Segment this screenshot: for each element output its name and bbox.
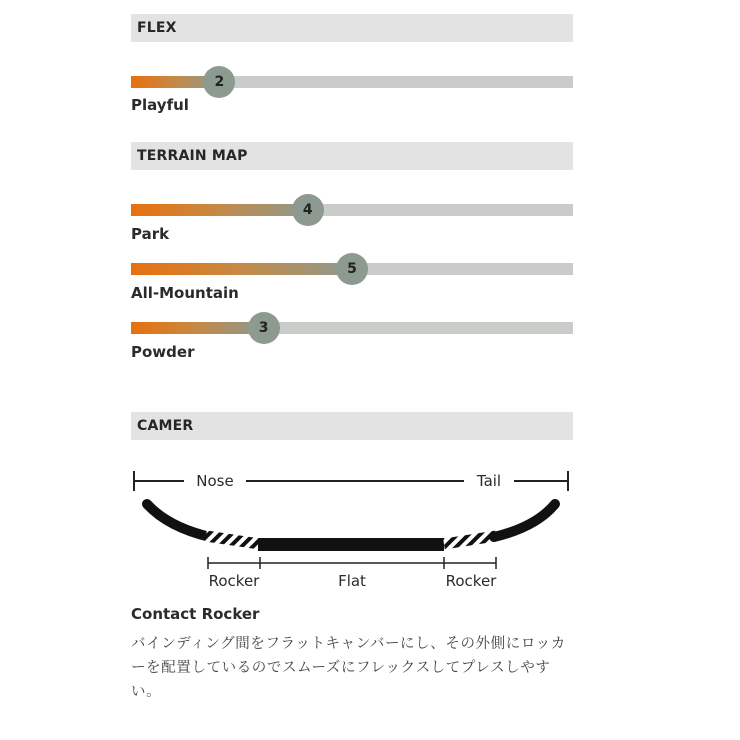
rocker-left-label: Rocker xyxy=(208,572,260,590)
terrain-header: TERRAIN MAP xyxy=(131,142,573,170)
terrain-slider-powder xyxy=(131,322,573,334)
nose-tip xyxy=(147,504,210,537)
camber-profile-diagram xyxy=(128,465,578,595)
terrain-slider-park-fill xyxy=(131,204,308,216)
zone-dimension-line xyxy=(208,557,496,569)
terrain-slider-all-mountain-knob: 5 xyxy=(336,253,368,285)
profile-description: バインディング間をフラットキャンバーにし、その外側にロッカーを配置しているのでスムーズにフレックスしてプレスしやすい。 xyxy=(131,636,566,700)
terrain-slider-powder-label: Powder xyxy=(131,343,195,361)
terrain-slider-powder-fill xyxy=(131,322,264,334)
flat-zone xyxy=(258,538,444,551)
tail-label: Tail xyxy=(476,472,502,490)
board-profile xyxy=(147,504,555,551)
rocker-right-zone xyxy=(444,536,496,544)
flex-slider-knob: 2 xyxy=(203,66,235,98)
tail-tip xyxy=(494,504,555,537)
nose-label: Nose xyxy=(196,472,234,490)
rocker-left-zone xyxy=(206,536,260,544)
profile-title: Contact Rocker xyxy=(131,605,260,623)
terrain-slider-powder-knob: 3 xyxy=(248,312,280,344)
flex-slider-label: Playful xyxy=(131,96,189,114)
flat-label: Flat xyxy=(338,572,366,590)
flex-header: FLEX xyxy=(131,14,573,42)
camber-header: CAMER xyxy=(131,412,573,440)
terrain-slider-park-knob: 4 xyxy=(292,194,324,226)
rocker-right-label: Rocker xyxy=(445,572,497,590)
terrain-slider-park xyxy=(131,204,573,216)
terrain-slider-all-mountain-label: All-Mountain xyxy=(131,284,239,302)
terrain-slider-all-mountain-fill xyxy=(131,263,352,275)
terrain-slider-park-label: Park xyxy=(131,225,170,243)
terrain-slider-all-mountain xyxy=(131,263,573,275)
flex-slider xyxy=(131,76,573,88)
